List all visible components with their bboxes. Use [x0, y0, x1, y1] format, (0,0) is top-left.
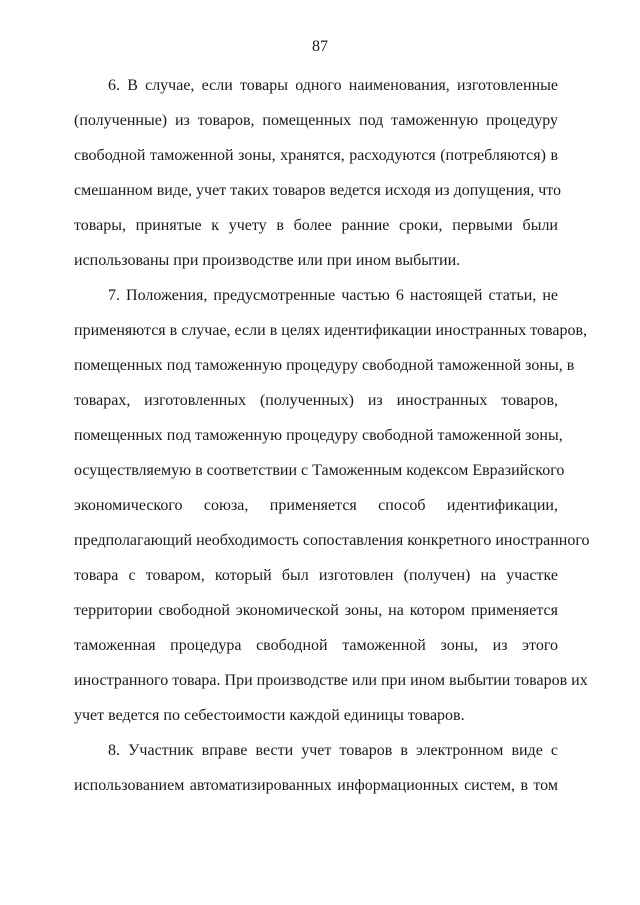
text-line: свободной таможенной зоны, хранятся, расходуются (потребляются) в	[74, 147, 558, 164]
text-line: иностранного товара. При производстве или при ином выбытии товаров их	[74, 672, 588, 689]
page-number: 87	[312, 38, 328, 55]
text-line: экономического союза, применяется способ идентификации,	[74, 497, 558, 514]
text-line: осуществляемую в соответствии с Таможенным кодексом Евразийского	[74, 462, 565, 479]
text-line: товара с товаром, который был изготовлен (получен) на участке	[74, 567, 558, 584]
text-line: территории свободной экономической зоны, на котором применяется	[74, 602, 558, 619]
text-line: применяются в случае, если в целях идентификации иностранных товаров,	[74, 322, 588, 339]
text-line: учет ведется по себестоимости каждой единицы товаров.	[74, 707, 465, 724]
text-line: 7. Положения, предусмотренные частью 6 настоящей статьи, не	[108, 287, 558, 304]
text-line: 6. В случае, если товары одного наименования, изготовленные	[108, 77, 558, 94]
text-line: предполагающий необходимость сопоставления конкретного иностранного	[74, 532, 590, 549]
text-line: (полученные) из товаров, помещенных под таможенную процедуру	[74, 112, 558, 129]
text-line: помещенных под таможенную процедуру свободной таможенной зоны, в	[74, 357, 575, 374]
text-line: товары, принятые к учету в более ранние сроки, первыми были	[74, 217, 558, 234]
text-line: помещенных под таможенную процедуру свободной таможенной зоны,	[74, 427, 563, 444]
text-line: 8. Участник вправе вести учет товаров в электронном виде с	[108, 742, 558, 759]
text-line: использованы при производстве или при ином выбытии.	[74, 252, 461, 269]
text-line: таможенная процедура свободной таможенной зоны, из этого	[74, 637, 558, 654]
text-line: смешанном виде, учет таких товаров ведется исходя из допущения, что	[74, 182, 562, 199]
text-line: использованием автоматизированных информационных систем, в том	[74, 777, 558, 794]
text-line: товарах, изготовленных (полученных) из иностранных товаров,	[74, 392, 558, 409]
